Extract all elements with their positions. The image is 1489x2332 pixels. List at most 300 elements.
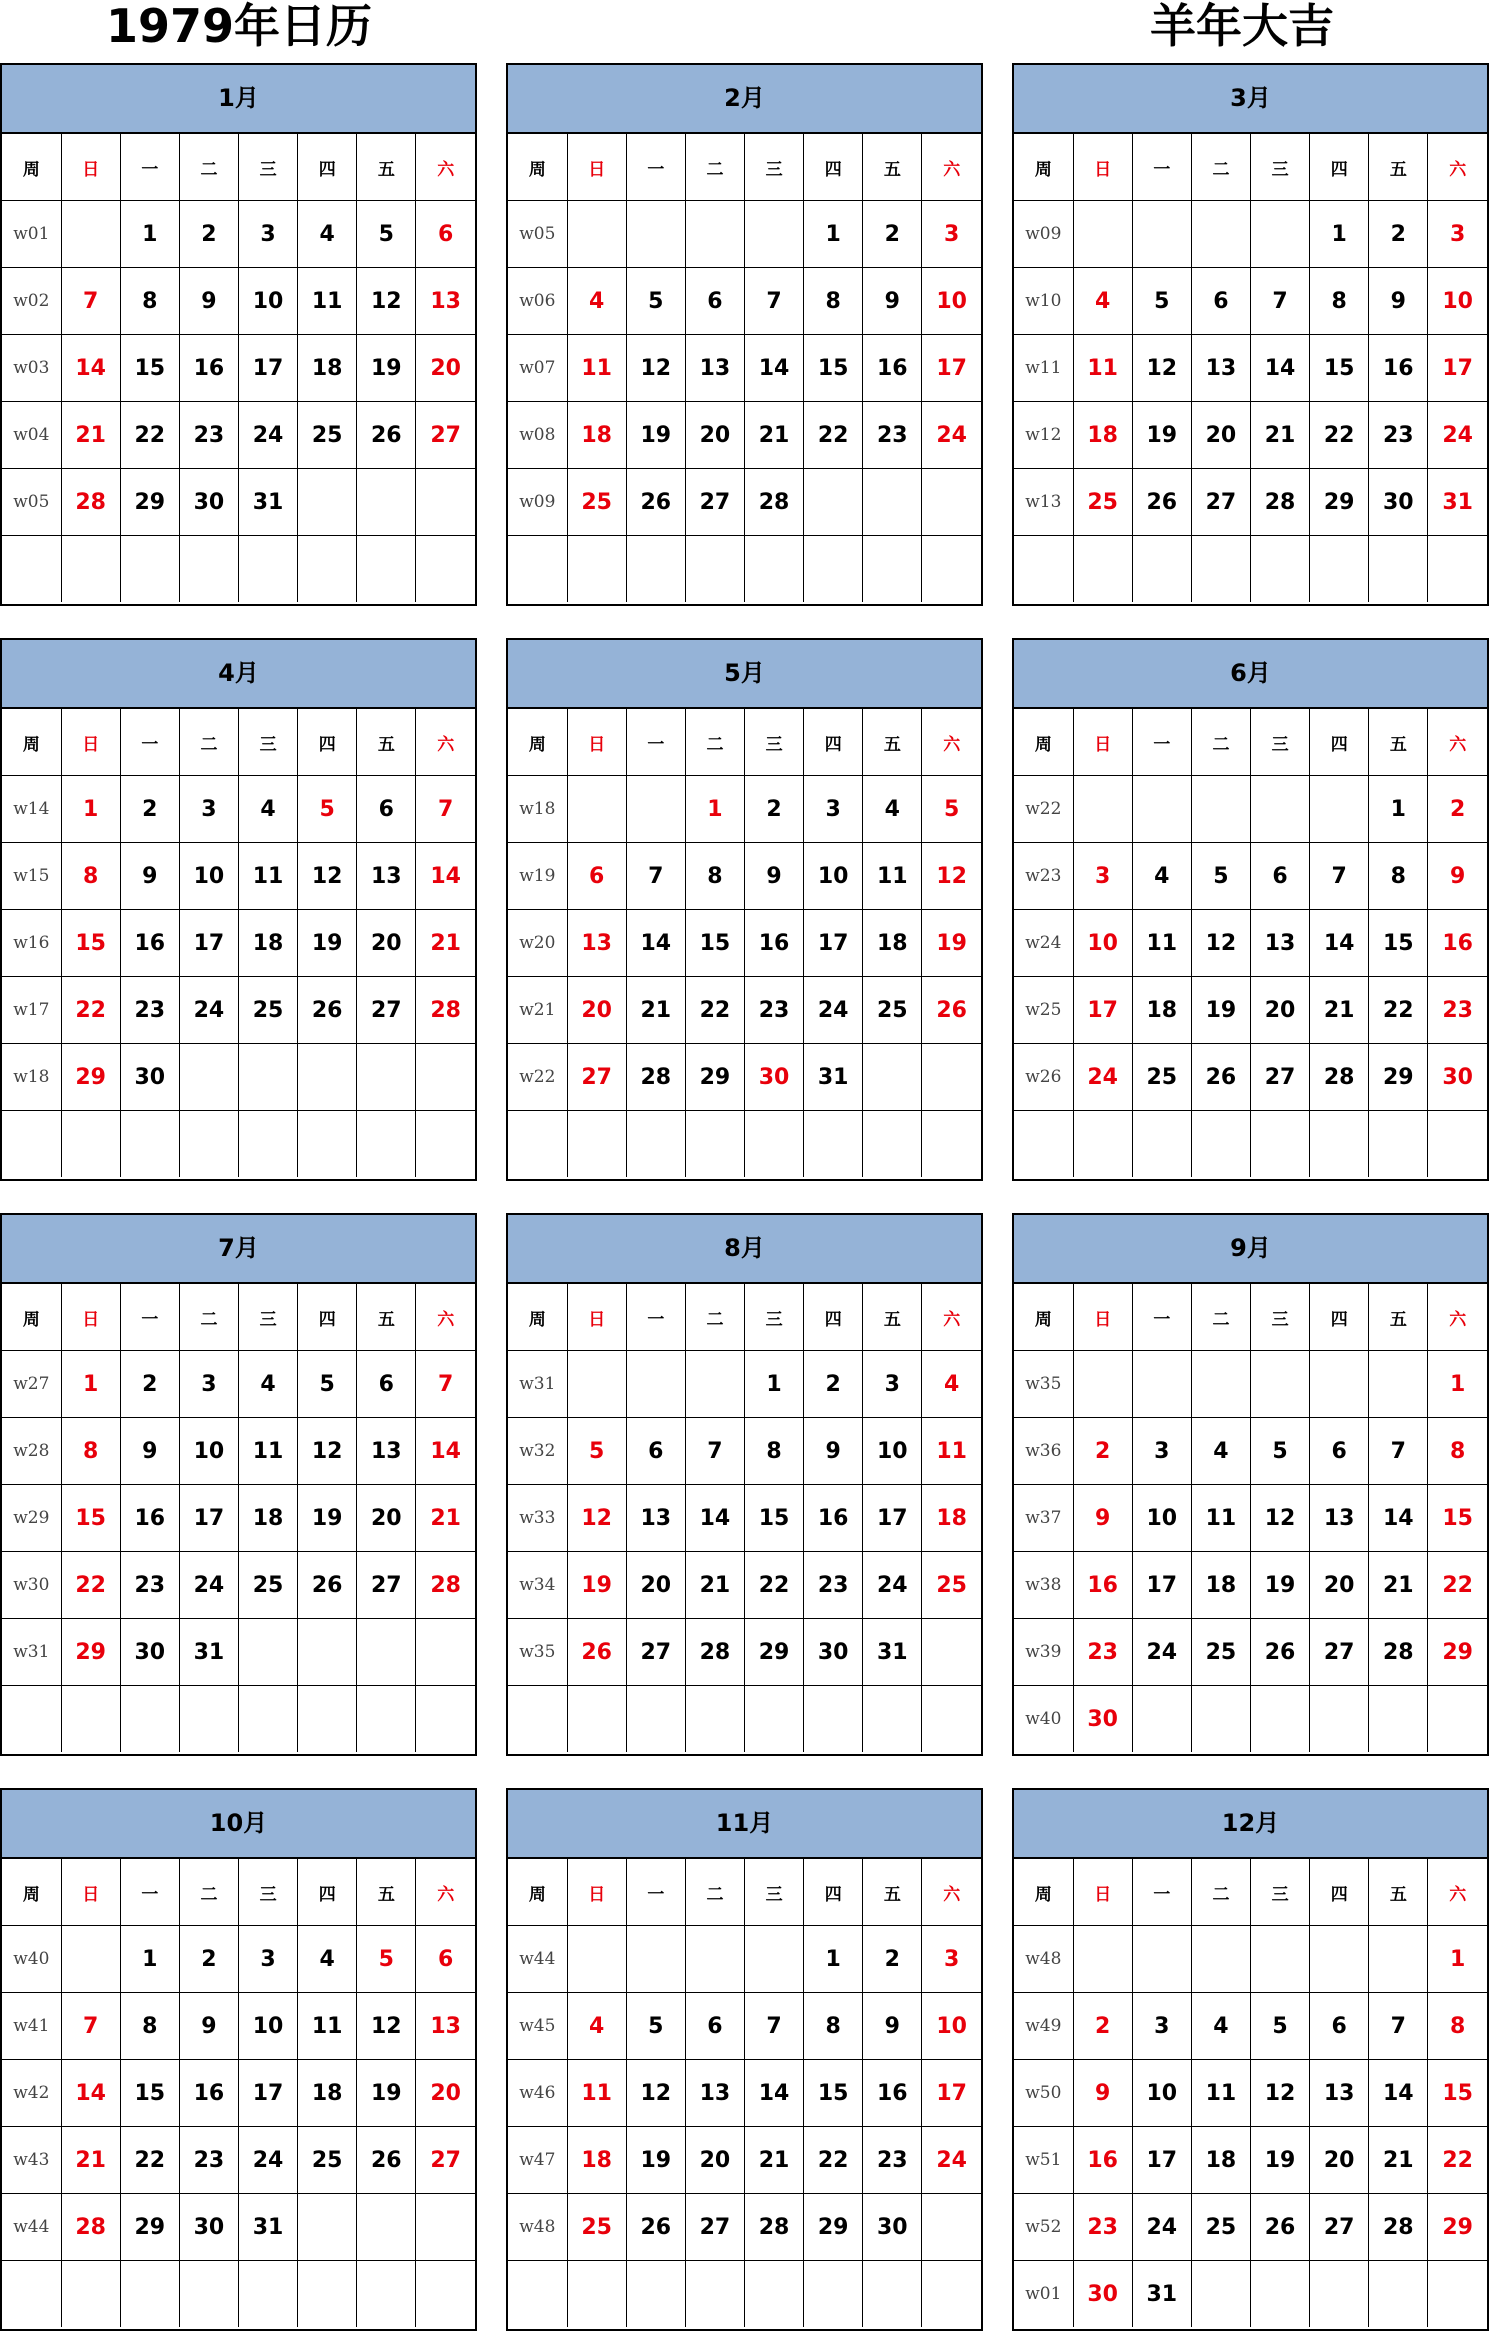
- month-title: 8月: [508, 1215, 981, 1284]
- day-cell: [1251, 1926, 1310, 1993]
- weekday-header: 三: [239, 1859, 298, 1926]
- week-number: w01: [2, 201, 61, 268]
- day-cell: 24: [922, 2127, 981, 2194]
- day-cell: 9: [804, 1418, 863, 1485]
- day-cell: 9: [1369, 268, 1428, 335]
- day-cell: 23: [1073, 1619, 1132, 1686]
- day-cell: 29: [804, 2194, 863, 2261]
- weekday-header: 四: [1310, 134, 1369, 201]
- day-cell: 5: [1251, 1993, 1310, 2060]
- day-cell: [1191, 2261, 1250, 2328]
- day-cell: 27: [1251, 1044, 1310, 1111]
- weekday-header: 五: [357, 1859, 416, 1926]
- day-cell: 7: [416, 776, 475, 843]
- day-cell: 13: [626, 1485, 685, 1552]
- day-cell: 3: [1132, 1418, 1191, 1485]
- day-cell: 3: [804, 776, 863, 843]
- day-cell: 8: [1310, 268, 1369, 335]
- week-number: w19: [508, 843, 567, 910]
- day-cell: [61, 2261, 120, 2328]
- day-cell: 30: [863, 2194, 922, 2261]
- day-cell: [1073, 776, 1132, 843]
- month-grid: [508, 134, 981, 602]
- day-cell: 9: [120, 843, 179, 910]
- day-cell: 4: [1132, 843, 1191, 910]
- day-cell: 24: [239, 2127, 298, 2194]
- week-number: w37: [1014, 1485, 1073, 1552]
- day-cell: 9: [1073, 2060, 1132, 2127]
- day-cell: 12: [626, 335, 685, 402]
- week-number: w47: [508, 2127, 567, 2194]
- day-cell: 8: [61, 843, 120, 910]
- day-cell: [745, 1686, 804, 1753]
- day-cell: [1251, 1111, 1310, 1178]
- weekday-header: 五: [863, 134, 922, 201]
- week-number: w05: [508, 201, 567, 268]
- day-cell: 2: [120, 1351, 179, 1418]
- day-cell: 31: [1132, 2261, 1191, 2328]
- day-cell: 23: [804, 1552, 863, 1619]
- month-calendar: [1012, 63, 1489, 606]
- day-cell: 15: [745, 1485, 804, 1552]
- day-cell: [1251, 1686, 1310, 1753]
- day-cell: [745, 1111, 804, 1178]
- day-cell: 29: [120, 2194, 179, 2261]
- day-cell: 24: [863, 1552, 922, 1619]
- day-cell: 29: [685, 1044, 744, 1111]
- weekday-header: 四: [298, 134, 357, 201]
- month-grid: [1014, 1859, 1487, 2327]
- day-cell: 8: [804, 268, 863, 335]
- weekday-header: 三: [745, 1859, 804, 1926]
- day-cell: 24: [179, 1552, 238, 1619]
- day-cell: 16: [1073, 2127, 1132, 2194]
- day-cell: [863, 469, 922, 536]
- day-cell: 19: [298, 910, 357, 977]
- day-cell: 6: [357, 776, 416, 843]
- day-cell: [685, 2261, 744, 2328]
- day-cell: 4: [1073, 268, 1132, 335]
- day-cell: 8: [120, 1993, 179, 2060]
- day-cell: 14: [1369, 1485, 1428, 1552]
- day-cell: [1310, 1686, 1369, 1753]
- day-cell: 21: [626, 977, 685, 1044]
- day-cell: 6: [357, 1351, 416, 1418]
- day-cell: 29: [1369, 1044, 1428, 1111]
- weekday-header: 二: [1191, 1859, 1250, 1926]
- day-cell: 6: [567, 843, 626, 910]
- day-cell: 26: [298, 1552, 357, 1619]
- day-cell: [1251, 2261, 1310, 2328]
- week-number: w07: [508, 335, 567, 402]
- day-cell: 23: [1428, 977, 1487, 1044]
- day-cell: 12: [1132, 335, 1191, 402]
- weekday-header: 日: [61, 709, 120, 776]
- weekday-header: 周: [1014, 1859, 1073, 1926]
- day-cell: 31: [1428, 469, 1487, 536]
- day-cell: 18: [567, 402, 626, 469]
- day-cell: [239, 2261, 298, 2328]
- week-number: [508, 536, 567, 603]
- week-number: w22: [508, 1044, 567, 1111]
- day-cell: 7: [1369, 1993, 1428, 2060]
- week-number: w45: [508, 1993, 567, 2060]
- day-cell: 11: [1191, 1485, 1250, 1552]
- weekday-header: 日: [61, 1859, 120, 1926]
- weekday-header: 周: [2, 709, 61, 776]
- day-cell: [1191, 201, 1250, 268]
- day-cell: 16: [863, 335, 922, 402]
- week-number: w15: [2, 843, 61, 910]
- day-cell: 1: [120, 1926, 179, 1993]
- day-cell: 5: [298, 1351, 357, 1418]
- week-number: w21: [508, 977, 567, 1044]
- day-cell: 25: [1132, 1044, 1191, 1111]
- day-cell: 22: [1369, 977, 1428, 1044]
- day-cell: 19: [1191, 977, 1250, 1044]
- day-cell: 20: [685, 402, 744, 469]
- day-cell: 12: [1251, 1485, 1310, 1552]
- day-cell: [1073, 1111, 1132, 1178]
- day-cell: 21: [685, 1552, 744, 1619]
- day-cell: 13: [416, 1993, 475, 2060]
- day-cell: 28: [685, 1619, 744, 1686]
- week-number: w23: [1014, 843, 1073, 910]
- day-cell: 18: [1073, 402, 1132, 469]
- day-cell: 7: [61, 1993, 120, 2060]
- day-cell: 17: [239, 2060, 298, 2127]
- day-cell: [298, 2261, 357, 2328]
- day-cell: 13: [416, 268, 475, 335]
- day-cell: 21: [61, 2127, 120, 2194]
- month-grid: [1014, 709, 1487, 1177]
- weekday-header: 一: [120, 1284, 179, 1351]
- day-cell: 30: [1073, 1686, 1132, 1753]
- day-cell: 6: [416, 1926, 475, 1993]
- month-calendar: [0, 1213, 477, 1756]
- month-grid: [2, 134, 475, 602]
- month-grid: [1014, 1284, 1487, 1752]
- week-number: w01: [1014, 2261, 1073, 2328]
- day-cell: 9: [179, 268, 238, 335]
- day-cell: [804, 536, 863, 603]
- day-cell: [239, 1111, 298, 1178]
- day-cell: 25: [239, 1552, 298, 1619]
- weekday-header: 日: [567, 1284, 626, 1351]
- weekday-header: 日: [1073, 709, 1132, 776]
- day-cell: 2: [120, 776, 179, 843]
- day-cell: 10: [179, 1418, 238, 1485]
- weekday-header: 三: [239, 134, 298, 201]
- week-number: w51: [1014, 2127, 1073, 2194]
- day-cell: 13: [1191, 335, 1250, 402]
- week-number: w12: [1014, 402, 1073, 469]
- day-cell: 7: [745, 1993, 804, 2060]
- day-cell: [298, 2194, 357, 2261]
- day-cell: 6: [626, 1418, 685, 1485]
- day-cell: 10: [1132, 2060, 1191, 2127]
- day-cell: 17: [179, 910, 238, 977]
- day-cell: 1: [61, 1351, 120, 1418]
- week-number: w33: [508, 1485, 567, 1552]
- day-cell: 28: [416, 1552, 475, 1619]
- week-number: [1014, 1111, 1073, 1178]
- day-cell: 1: [1369, 776, 1428, 843]
- day-cell: 30: [1428, 1044, 1487, 1111]
- day-cell: [1428, 1111, 1487, 1178]
- day-cell: 28: [745, 2194, 804, 2261]
- day-cell: 17: [863, 1485, 922, 1552]
- day-cell: 2: [1073, 1418, 1132, 1485]
- day-cell: 17: [239, 335, 298, 402]
- weekday-header: 二: [179, 709, 238, 776]
- day-cell: [1310, 776, 1369, 843]
- day-cell: [1132, 201, 1191, 268]
- day-cell: [357, 2194, 416, 2261]
- week-number: w35: [1014, 1351, 1073, 1418]
- day-cell: 22: [1428, 2127, 1487, 2194]
- day-cell: 6: [1310, 1993, 1369, 2060]
- day-cell: [357, 1619, 416, 1686]
- day-cell: 14: [61, 335, 120, 402]
- weekday-header: 一: [1132, 1859, 1191, 1926]
- week-number: w05: [2, 469, 61, 536]
- day-cell: [298, 536, 357, 603]
- day-cell: 31: [239, 2194, 298, 2261]
- day-cell: [416, 1619, 475, 1686]
- day-cell: 21: [416, 910, 475, 977]
- week-number: w31: [2, 1619, 61, 1686]
- weekday-header: 二: [685, 1284, 744, 1351]
- weekday-header: 日: [1073, 1284, 1132, 1351]
- day-cell: 30: [179, 2194, 238, 2261]
- day-cell: 23: [120, 977, 179, 1044]
- day-cell: 2: [179, 201, 238, 268]
- weekday-header: 三: [1251, 134, 1310, 201]
- day-cell: 4: [239, 776, 298, 843]
- weekday-header: 周: [2, 134, 61, 201]
- day-cell: 1: [120, 201, 179, 268]
- day-cell: [863, 2261, 922, 2328]
- day-cell: 7: [626, 843, 685, 910]
- weekday-header: 四: [1310, 1859, 1369, 1926]
- day-cell: [416, 536, 475, 603]
- day-cell: 18: [922, 1485, 981, 1552]
- month-calendar: [0, 638, 477, 1181]
- day-cell: 21: [745, 402, 804, 469]
- day-cell: 15: [804, 2060, 863, 2127]
- day-cell: 20: [626, 1552, 685, 1619]
- weekday-header: 一: [626, 134, 685, 201]
- day-cell: 17: [1073, 977, 1132, 1044]
- day-cell: 4: [567, 1993, 626, 2060]
- day-cell: [1191, 1926, 1250, 1993]
- week-number: w38: [1014, 1552, 1073, 1619]
- day-cell: 22: [61, 1552, 120, 1619]
- day-cell: [685, 1111, 744, 1178]
- day-cell: 8: [1369, 843, 1428, 910]
- day-cell: 12: [1251, 2060, 1310, 2127]
- week-number: w31: [508, 1351, 567, 1418]
- day-cell: 12: [298, 1418, 357, 1485]
- day-cell: 1: [745, 1351, 804, 1418]
- weekday-header: 三: [1251, 1859, 1310, 1926]
- week-number: w41: [2, 1993, 61, 2060]
- day-cell: 9: [863, 1993, 922, 2060]
- week-number: w46: [508, 2060, 567, 2127]
- day-cell: 2: [745, 776, 804, 843]
- weekday-header: 周: [508, 1284, 567, 1351]
- day-cell: 12: [1191, 910, 1250, 977]
- day-cell: 20: [357, 910, 416, 977]
- day-cell: 30: [1073, 2261, 1132, 2328]
- day-cell: [567, 1351, 626, 1418]
- day-cell: 16: [120, 1485, 179, 1552]
- day-cell: 17: [1132, 1552, 1191, 1619]
- day-cell: [416, 2194, 475, 2261]
- weekday-header: 四: [804, 134, 863, 201]
- day-cell: 30: [1369, 469, 1428, 536]
- week-number: w10: [1014, 268, 1073, 335]
- month-grid: [2, 1284, 475, 1752]
- day-cell: [922, 536, 981, 603]
- day-cell: 28: [416, 977, 475, 1044]
- day-cell: 1: [1428, 1351, 1487, 1418]
- day-cell: 11: [1073, 335, 1132, 402]
- day-cell: [120, 536, 179, 603]
- week-number: w34: [508, 1552, 567, 1619]
- day-cell: 22: [804, 402, 863, 469]
- day-cell: 26: [567, 1619, 626, 1686]
- week-number: w06: [508, 268, 567, 335]
- day-cell: 10: [922, 268, 981, 335]
- day-cell: 16: [1369, 335, 1428, 402]
- day-cell: 6: [1310, 1418, 1369, 1485]
- month-calendar: [0, 63, 477, 606]
- week-number: w43: [2, 2127, 61, 2194]
- day-cell: [567, 536, 626, 603]
- day-cell: 10: [239, 268, 298, 335]
- week-number: w30: [2, 1552, 61, 1619]
- day-cell: 21: [416, 1485, 475, 1552]
- week-number: w52: [1014, 2194, 1073, 2261]
- day-cell: 22: [120, 402, 179, 469]
- weekday-header: 二: [179, 1859, 238, 1926]
- day-cell: 15: [1369, 910, 1428, 977]
- day-cell: 15: [120, 2060, 179, 2127]
- day-cell: 3: [1073, 843, 1132, 910]
- day-cell: 19: [1132, 402, 1191, 469]
- weekday-header: 一: [1132, 709, 1191, 776]
- month-calendar: [506, 1788, 983, 2331]
- day-cell: 20: [1251, 977, 1310, 1044]
- day-cell: [120, 1686, 179, 1753]
- weekday-header: 三: [239, 1284, 298, 1351]
- month-title: 4月: [2, 640, 475, 709]
- day-cell: [357, 2261, 416, 2328]
- day-cell: [1310, 1351, 1369, 1418]
- week-number: w09: [508, 469, 567, 536]
- day-cell: [61, 1111, 120, 1178]
- weekday-header: 日: [567, 134, 626, 201]
- weekday-header: 一: [120, 134, 179, 201]
- day-cell: [922, 1111, 981, 1178]
- weekday-header: 二: [685, 709, 744, 776]
- day-cell: 8: [745, 1418, 804, 1485]
- day-cell: 15: [804, 335, 863, 402]
- weekday-header: 日: [1073, 134, 1132, 201]
- day-cell: 18: [1191, 2127, 1250, 2194]
- day-cell: 10: [1428, 268, 1487, 335]
- day-cell: 29: [120, 469, 179, 536]
- day-cell: 23: [863, 2127, 922, 2194]
- day-cell: 13: [1310, 1485, 1369, 1552]
- day-cell: 31: [179, 1619, 238, 1686]
- day-cell: [567, 201, 626, 268]
- weekday-header: 四: [298, 709, 357, 776]
- weekday-header: 四: [804, 1284, 863, 1351]
- day-cell: 12: [357, 268, 416, 335]
- day-cell: 23: [179, 2127, 238, 2194]
- day-cell: [1251, 776, 1310, 843]
- day-cell: 5: [626, 268, 685, 335]
- day-cell: 16: [179, 2060, 238, 2127]
- day-cell: [922, 2194, 981, 2261]
- day-cell: 11: [863, 843, 922, 910]
- day-cell: 6: [1191, 268, 1250, 335]
- day-cell: [357, 1686, 416, 1753]
- day-cell: 13: [357, 843, 416, 910]
- week-number: w18: [508, 776, 567, 843]
- day-cell: [863, 1111, 922, 1178]
- day-cell: 11: [239, 843, 298, 910]
- day-cell: 26: [357, 402, 416, 469]
- day-cell: 11: [1191, 2060, 1250, 2127]
- day-cell: 25: [567, 2194, 626, 2261]
- day-cell: 7: [1251, 268, 1310, 335]
- day-cell: 25: [863, 977, 922, 1044]
- day-cell: 21: [1369, 2127, 1428, 2194]
- day-cell: 12: [567, 1485, 626, 1552]
- day-cell: 28: [745, 469, 804, 536]
- day-cell: [179, 1044, 238, 1111]
- day-cell: 17: [804, 910, 863, 977]
- day-cell: [1310, 536, 1369, 603]
- day-cell: 25: [298, 402, 357, 469]
- day-cell: 20: [685, 2127, 744, 2194]
- day-cell: [863, 1044, 922, 1111]
- day-cell: 9: [120, 1418, 179, 1485]
- day-cell: 5: [922, 776, 981, 843]
- day-cell: 13: [357, 1418, 416, 1485]
- day-cell: 13: [685, 2060, 744, 2127]
- day-cell: 4: [298, 1926, 357, 1993]
- week-number: w44: [508, 1926, 567, 1993]
- day-cell: [1251, 536, 1310, 603]
- day-cell: 8: [120, 268, 179, 335]
- day-cell: 22: [685, 977, 744, 1044]
- month-title: 3月: [1014, 65, 1487, 134]
- day-cell: [357, 1111, 416, 1178]
- day-cell: 19: [626, 402, 685, 469]
- day-cell: [1310, 1926, 1369, 1993]
- day-cell: [416, 469, 475, 536]
- day-cell: 28: [1310, 1044, 1369, 1111]
- weekday-header: 日: [61, 1284, 120, 1351]
- day-cell: [745, 2261, 804, 2328]
- weekday-header: 三: [1251, 1284, 1310, 1351]
- weekday-header: 六: [922, 134, 981, 201]
